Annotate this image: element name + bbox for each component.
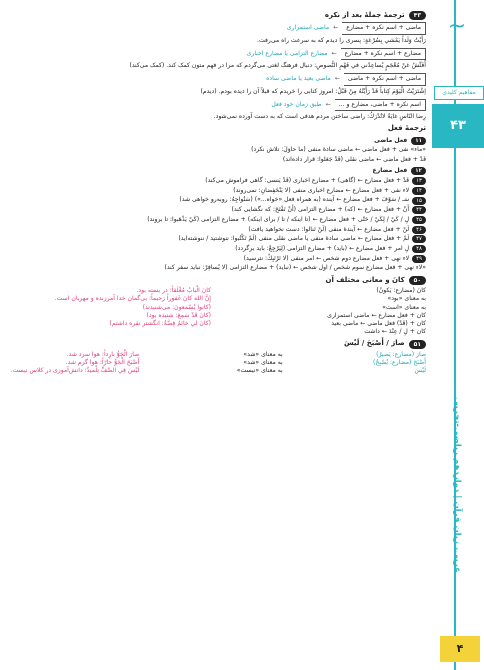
kana-line: کان + فعل مضارع ← ماضی استمراری	[327, 311, 426, 319]
section-heading	[6, 124, 426, 133]
arrow-icon: ←	[331, 49, 337, 57]
rule-row	[6, 196, 426, 204]
kana-line: به معنای «است»	[382, 303, 426, 311]
kana-grid	[6, 287, 426, 336]
section-badge: ۵۱	[409, 340, 426, 349]
rule-text: لاء نهی + فعل مضارع دوم شخص ← امر منفی (لا تَرْتَبِكْ: نترسید)	[243, 254, 410, 262]
formula-result: ماضی استمراری	[286, 24, 330, 32]
kana-rules	[221, 287, 426, 336]
rule-row	[6, 216, 426, 224]
main-content	[6, 8, 426, 664]
subheading-title: فعل ماضی	[374, 136, 408, 144]
kana-example: (كانَ لي خاتَمٌ فِضَّةٌ: انگشتر نقره داشتم)	[109, 320, 211, 327]
rule-badge: ۱۲	[411, 167, 426, 175]
kana-examples	[6, 287, 211, 336]
rule-row	[6, 235, 426, 243]
rule-row: قَدْ + فعل ماضی ← ماضی نقلی (قَدْ جَعَلوا: قرار داده‌اند)	[282, 156, 426, 164]
sara-example: صارَ الْجَوُّ بارِداً: هوا سرد شد.	[66, 350, 140, 358]
rule-text: أَنْ + فعل مضارع ← (که) + مضارع التزامی (أَنْ تَفْتَحَ: که نگشایی کند)	[231, 206, 410, 214]
example: اِشْتَرَيْتُ الْيَوْمَ كِتاباً قَدْ رَأَيْتُهُ مِنْ قَبْلُ: امروز کتابی را خریدم که قبلاً آن را دیده بودم. (دیدم)	[200, 87, 426, 95]
kana-line: کان + (قَدْ) فعل ماضی ← ماضی بعید	[331, 320, 426, 327]
sara-meaning: به معنای «شد»	[243, 359, 283, 367]
section-title: صارَ / أَصْبَحَ / لَيْسَ	[343, 339, 405, 348]
rule-row	[6, 206, 426, 214]
rule-text: لَمْ + فعل مضارع ← ماضی سادهٔ منفی یا ماضی نقلی منفی (لَمْ تَكْتُبوا: ننوشتید / ننوشته‌اید)	[178, 235, 410, 243]
book-title: عربی، زبان قرآن | دوازدهم ریاضی-تجربی	[452, 397, 462, 573]
formula-text: اسم نکره + ماضی، مضارع و ...	[335, 99, 426, 111]
sara-verb: لَيْسَ	[414, 367, 426, 375]
sara-example: أَصْبَحَ الْجَوُّ حارّاً: هوا گرم شد.	[65, 359, 140, 367]
section-title: کانَ و معانی مختلف آن	[325, 275, 405, 284]
section-heading	[6, 11, 426, 20]
arrow-icon: ←	[325, 100, 331, 108]
sara-examples	[6, 351, 139, 376]
rule-row	[6, 245, 426, 253]
sara-meanings	[149, 351, 282, 376]
formula	[6, 22, 426, 34]
subheading-title: فعل مضارع	[372, 167, 408, 175]
sara-grid	[6, 351, 426, 376]
rule-badge: ۱۵	[412, 197, 426, 205]
arrow-icon: ←	[333, 24, 339, 32]
rule-badge: ۴۶	[412, 226, 426, 234]
rule-text: قَدْ + فعل مضارع ← (گاهی) + مضارع اخباری (قَدْ يَنسی: گاهی فراموش می‌کند)	[205, 177, 410, 184]
page-number: ۴	[440, 636, 480, 662]
rule-row	[6, 255, 426, 263]
formula	[6, 48, 426, 60]
kana-example: (کانوا يُسْمَعونَ: می‌شنیدند)	[142, 303, 211, 311]
formula-result: مضارع التزامی یا مضارع اخباری	[246, 49, 328, 57]
section-badge: ۴۳	[409, 11, 426, 20]
section-heading	[6, 276, 426, 285]
subheading	[6, 167, 426, 175]
rule-badge: ۴۴	[412, 206, 426, 214]
kana-example: (كانَ قَدْ سَمِعَ: شنیده بود)	[146, 311, 211, 319]
section-badge: ۵۰	[409, 276, 426, 285]
section-title: ترجمهٔ فعل	[387, 124, 426, 133]
formula-text: ماضی + اسم نکره + ماضی	[344, 73, 426, 85]
sara-verb: أَصْبَحَ (مضارع: يُصْبِحُ)	[372, 359, 426, 367]
logo-icon: ~	[447, 14, 467, 39]
rule-badge: ۴۹	[412, 255, 426, 263]
rule-text: سَـ / سَوْفَ + فعل مضارع ← آینده (به همراه فعل «خواه...») (سَتُواجِهُ: روبه‌رو خواهی شد)	[179, 196, 410, 204]
rule-text: لَنْ + فعل مضارع ← آیندهٔ منفی (لَنْ تَنالوا: دست نخواهید یافت)	[248, 225, 410, 233]
formula-text: مضارع + اسم نکره + مضارع	[341, 48, 426, 60]
kana-line: کان + لِ / عِنْدَ ← داشت	[364, 328, 426, 336]
rule-badge: ۱۱	[411, 137, 426, 145]
formula-text: ماضی + اسم نکره + مضارع	[342, 22, 426, 34]
section-heading	[6, 339, 426, 348]
sara-example: لَيْسَ فِي الصَّفِّ تِلْميذٌ: دانش‌آموزی در کلاس نیست.	[10, 367, 140, 375]
kana-line: کانَ (مضارع: يَكونُ)	[376, 287, 426, 295]
formula-result: طبق زمان خود فعل	[271, 100, 322, 108]
rule-row	[6, 187, 426, 195]
rule-badge: ۴۵	[412, 216, 426, 224]
rule-text: لاء نفی + فعل مضارع ← مضارع اخباری منفی (لا يَنْخَفِضانِ: نمی‌روند)	[233, 186, 410, 194]
kana-example: إِنَّ اللهَ كانَ غَفوراً رَحيماً: بی‌گمان خدا آمرزنده و مهربان است.	[54, 295, 211, 303]
example: رِضا النّاسِ غايَةٌ لاتُدْرَكُ: راضی ساختن مردم هدفی است که به دست آورده نمی‌شود.	[213, 112, 426, 120]
rule-row: «ماء» نفی + فعل ماضی ← ماضی سادهٔ منفی (ما حاوَلَ: تلاش نکرد)	[251, 146, 426, 154]
rule-badge: ۴۷	[412, 235, 426, 243]
section-number: ۴۳	[432, 104, 484, 148]
formula	[6, 73, 426, 85]
rule-row	[6, 226, 426, 234]
subheading	[6, 137, 426, 145]
arrow-icon: ←	[334, 75, 340, 83]
example: رَأَيْتُ وَلَداً يَمْشي بِسُرْعَةٍ: پسری را دیدم که به سرعت راه می‌رفت.	[257, 36, 426, 44]
section-title: ترجمهٔ جملهٔ بعد از نکره	[324, 11, 405, 19]
kana-example: کانَ الْبابُ مُغْلَقاً: در بسته بود.	[136, 287, 211, 295]
sara-meaning: به معنای «نیست»	[236, 367, 283, 375]
rule-badge: ۱۳	[412, 177, 426, 185]
rule-text: لِ / كَيْ / لِكَيْ / حَتّى + فعل مضارع ← (تا اینکه / تا / برای اینکه) + مضارع التزامی (كَيْ يَذْهَبوا: تا بروند)	[147, 215, 410, 223]
sidebar	[432, 0, 484, 670]
sara-verb: صارَ (مضارع: يَصيرُ)	[376, 350, 426, 358]
rule-badge: ۴۸	[412, 245, 426, 253]
formula-result: ماضی بعید یا ماضی ساده	[266, 75, 331, 83]
kana-line: به معنای «بود»	[387, 295, 426, 303]
sara-verbs	[293, 351, 426, 376]
rule-badge: ۱۴	[412, 187, 426, 195]
rule-row	[6, 177, 426, 185]
rule-row: «لاء نهی + فعل مضارع سوم شخص / اول شخص ← (نباید) + مضارع التزامی (لا يُسافِرْ: نباید سفر کند)	[164, 264, 426, 272]
rule-text: لِ امر + فعل مضارع ← (باید) + مضارع التزامی (لِيَرْجِعْ: باید برگردد)	[235, 245, 410, 253]
sara-meaning: به معنای «شد»	[243, 350, 283, 358]
example: أُفَتِّشُ عَنْ مُعْجَمٍ يُساعِدُني في فَهْمِ النُّصوصِ: دنبال فرهنگ لغتی می‌گردم که مرا در فهم متون کمک کند. (کمک می‌کند)	[129, 62, 426, 70]
sidebar-tab: مفاهیم کلیدی	[434, 86, 484, 100]
formula	[6, 99, 426, 111]
